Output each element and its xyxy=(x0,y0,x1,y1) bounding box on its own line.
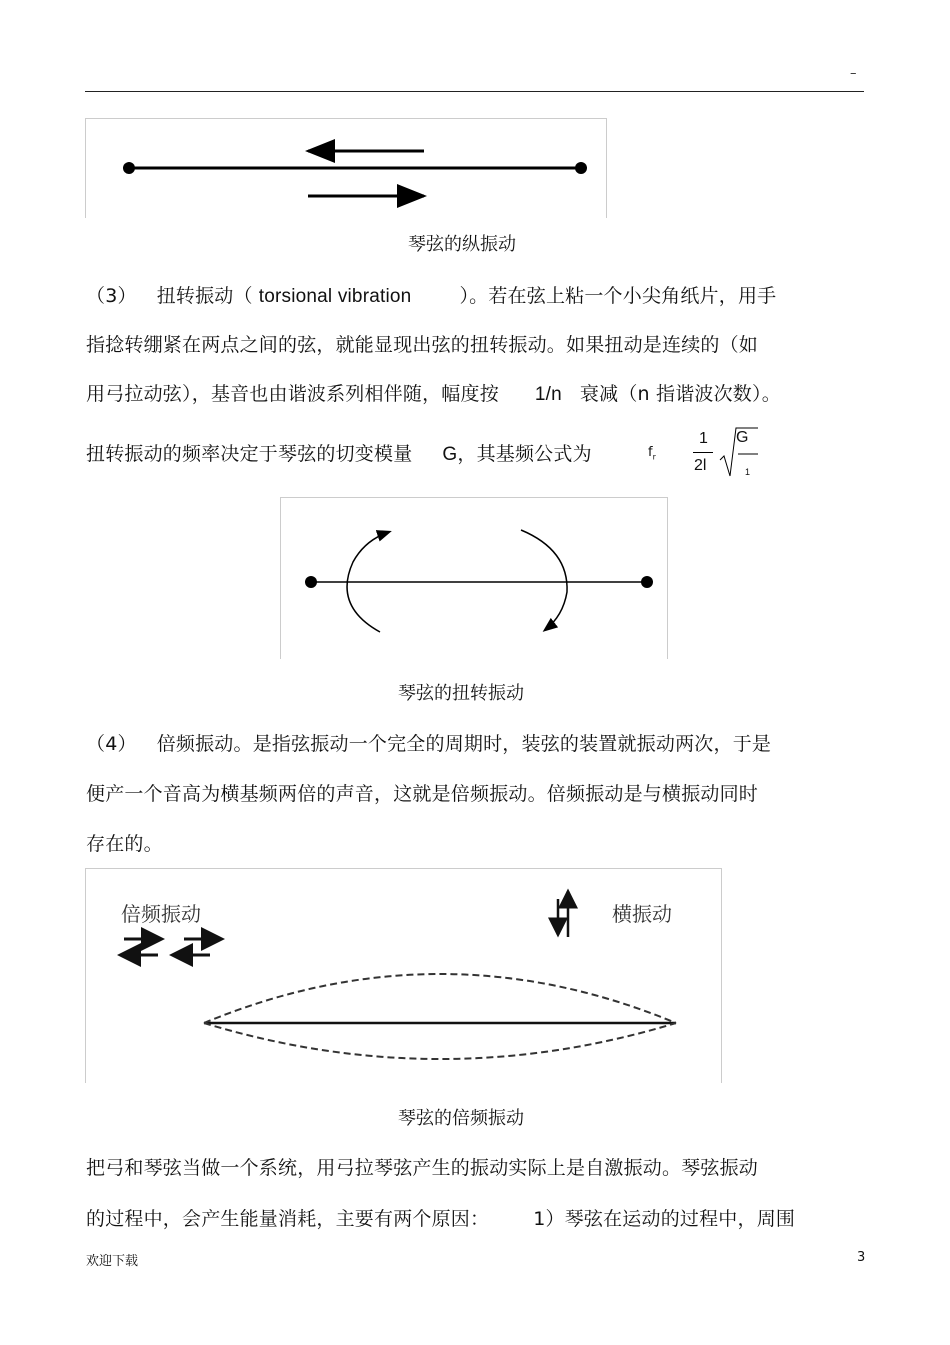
para3-line2: 指捻转绷紧在两点之间的弦，就能显现出弦的扭转振动。如果扭动是连续的（如 xyxy=(86,334,759,356)
para5-line2b: 1）琴弦在运动的过程中，周围 xyxy=(533,1208,796,1230)
string-end-left xyxy=(305,576,317,588)
figure-longitudinal-vibration xyxy=(85,118,607,218)
para3-line3a: 用弓拉动弦），基音也由谐波系列相伴随，幅度按 xyxy=(86,383,499,405)
string-end-right xyxy=(641,576,653,588)
para3-line3 xyxy=(86,379,781,406)
string-end-right xyxy=(575,162,587,174)
upper-envelope xyxy=(204,974,676,1023)
rotation-arrow-right xyxy=(521,530,567,630)
para3-en-term: torsional vibration xyxy=(258,286,412,307)
figure-torsional-vibration xyxy=(280,497,668,659)
formula-G: G xyxy=(736,429,749,446)
para3-title: 扭转振动（ xyxy=(156,285,253,307)
formula-f-letter: f xyxy=(648,445,653,460)
figure-octave-vibration xyxy=(85,868,722,1083)
figure1-caption: 琴弦的纵振动 xyxy=(408,234,516,255)
para5-line2 xyxy=(86,1204,795,1231)
page-number: 3 xyxy=(857,1250,866,1265)
para3-number: （3） xyxy=(86,285,137,307)
para4-line1 xyxy=(86,729,771,756)
formula-rho: 1 xyxy=(745,467,751,477)
para3-line4b: G，其基频公式为 xyxy=(442,444,592,465)
lower-envelope xyxy=(204,1023,676,1059)
formula-fraction-bar xyxy=(693,452,713,453)
footer-text: 欢迎下载 xyxy=(86,1254,139,1269)
longitudinal-diagram xyxy=(86,119,606,218)
para3-line4a: 扭转振动的频率决定于琴弦的切变模量 xyxy=(86,443,413,465)
para4-line3: 存在的。 xyxy=(86,833,163,855)
para4-line2: 便产一个音高为横基频两倍的声音，这就是倍频振动。倍频振动是与横振动同时 xyxy=(86,783,759,805)
formula-f-sub: r xyxy=(652,452,656,462)
formula-numerator: 1 xyxy=(699,430,708,447)
header-rule xyxy=(85,91,864,92)
figure2-caption: 琴弦的扭转振动 xyxy=(398,683,524,704)
para3-line3b: 1/n xyxy=(534,384,562,405)
para3-line3c: 衰减（n 指谐波次数）。 xyxy=(579,383,781,405)
header-mark: – xyxy=(850,66,857,81)
para4-number: （4） xyxy=(86,733,137,755)
para5-line1: 把弓和琴弦当做一个系统，用弓拉琴弦产生的振动实际上是自激振动。琴弦振动 xyxy=(86,1157,759,1179)
torsional-diagram xyxy=(281,498,667,659)
para3-line1 xyxy=(86,281,776,308)
octave-diagram xyxy=(86,869,721,1083)
formula-denominator: 2l xyxy=(694,457,707,474)
para4-line1-text: 倍频振动。是指弦振动一个完全的周期时，装弦的装置就振动两次，于是 xyxy=(156,733,772,755)
string-end-left xyxy=(123,162,135,174)
label-octave-vibration: 倍频振动 xyxy=(121,902,201,926)
para3-line1-rest: ）。若在弦上粘一个小尖角纸片，用手 xyxy=(459,285,777,307)
para5-line2a: 的过程中，会产生能量消耗，主要有两个原因： xyxy=(86,1208,490,1230)
formula-f xyxy=(648,445,656,462)
label-transverse-vibration: 横振动 xyxy=(612,902,672,926)
para3-line4 xyxy=(86,439,592,466)
figure3-caption: 琴弦的倍频振动 xyxy=(398,1108,524,1129)
